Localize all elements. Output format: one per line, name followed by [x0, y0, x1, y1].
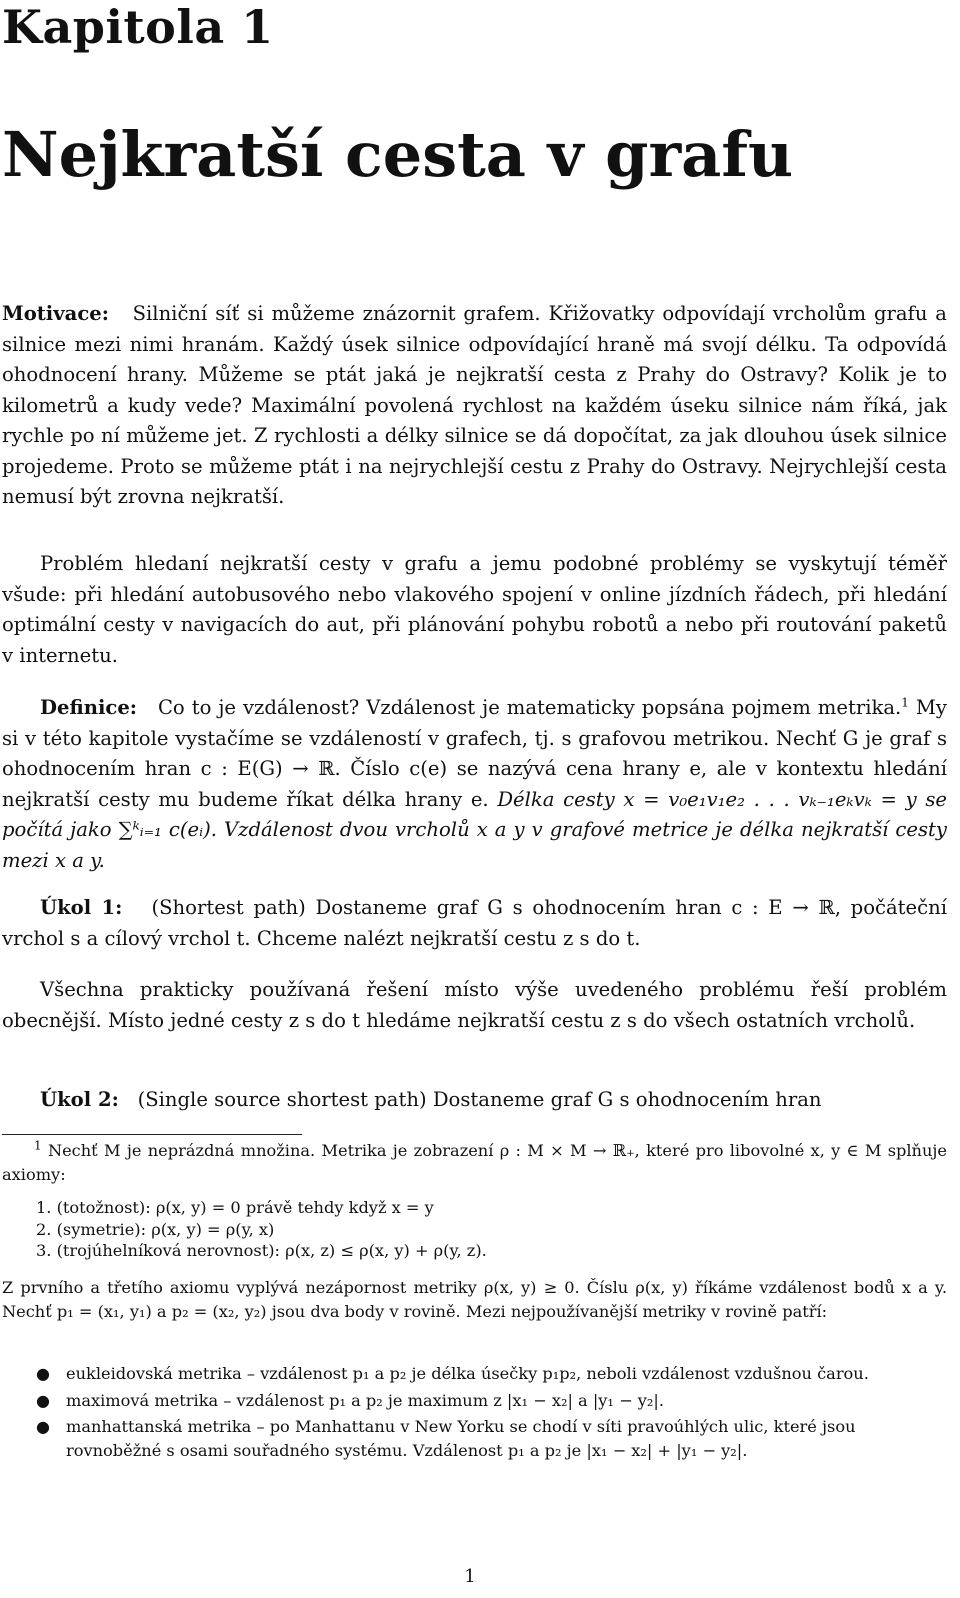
motivation-label: Motivace:: [2, 302, 109, 325]
footnote-ref: 1: [901, 695, 909, 710]
metric-item: [36, 1415, 946, 1462]
metric-text: maximová metrika – vzdálenost p₁ a p₂ je maximum z |x₁ − x₂| a |y₁ − y₂|.: [66, 1390, 665, 1410]
axiom-list: [36, 1197, 936, 1262]
axiom-item: 2. (symetrie): ρ(x, y) = ρ(y, x): [36, 1219, 275, 1239]
footnote-intro: [2, 1139, 947, 1187]
definition-label: Definice:: [40, 696, 138, 719]
footnote-after: Z prvního a třetího axiomu vyplývá nezápornost metriky ρ(x, y) ≥ 0. Číslu ρ(x, y) říkáme vzdálenost bodů x a y. Nechť p₁ = (x₁, y₁) a p₂ = (x₂, y₂) jsou dva body v rovině. Mezi nejpoužívanější metriky v rovině patří:: [2, 1278, 947, 1321]
task1-text: (Shortest path) Dostaneme graf G s ohodnocením hran c : E → ℝ, počáteční vrchol s a cílový vrchol t. Chceme nalézt nejkratší cestu z s do t.: [2, 896, 947, 950]
motivation-paragraph: [2, 299, 947, 513]
bullet-icon: ●: [36, 1390, 50, 1410]
metric-list: [36, 1362, 946, 1465]
axiom-item: 1. (totožnost): ρ(x, y) = 0 právě tehdy když x = y: [36, 1198, 434, 1217]
footnote-divider: [2, 1134, 302, 1135]
chapter-title: Nejkratší cesta v grafu: [2, 118, 794, 191]
path-length-definition: Délka cesty x = v₀e₁v₁e₂ . . . vₖ₋₁eₖvₖ = y se počítá jako ∑ᵏᵢ₌₁ c(eᵢ).: [2, 787, 947, 841]
metric-item: [36, 1389, 946, 1413]
problem-paragraph: Problém hledaní nejkratší cesty v grafu a jemu podobné problémy se vyskytují téměř všude: při hledání autobusového nebo vlakového spojení v online jízdních řádech, při hledání optimální cesty v navigacích do aut, při plánování pohybu robotů a nebo při routování paketů v internetu.: [2, 552, 947, 667]
task2-label: Úkol 2:: [40, 1088, 119, 1111]
definition-part2: My si v této kapitole vystačíme se vzdáleností v grafech, tj. s grafovou metrikou. Nechť G je graf s ohodnocením hran c : E(G) → ℝ. Číslo c(e) se nazývá cena hrany e, ale v kontextu hledání nejkratší cesty mu budeme říkat délka hrany e.: [2, 696, 947, 811]
bullet-icon: ●: [36, 1364, 50, 1383]
task2-text: (Single source shortest path) Dostaneme graf G s ohodnocením hran: [137, 1088, 822, 1111]
metric-text: manhattanská metrika – po Manhattanu v New Yorku se chodí v síti pravoúhlých ulic, které jsou rovnoběžné s osami souřadného systému. Vzdálenost p₁ a p₂ je |x₁ − x₂| + |y₁ − y₂|.: [66, 1417, 856, 1460]
bullet-icon: ●: [36, 1417, 50, 1436]
task1-label: Úkol 1:: [40, 896, 123, 919]
metric-item: [36, 1362, 946, 1386]
footnote-intro-text: Nechť M je neprázdná množina. Metrika je zobrazení ρ : M × M → ℝ₊, které pro libovolné x, y ∈ M splňuje axiomy:: [2, 1141, 947, 1184]
chapter-label: Kapitola 1: [2, 0, 274, 54]
distance-definition: Vzdálenost dvou vrcholů x a y v grafové metrice je délka nejkratší cesty mezi x a y.: [2, 818, 947, 872]
motivation-text: Silniční síť si můžeme znázornit grafem. Křižovatky odpovídají vrcholům grafu a silnice mezi nimi hranám. Každý úsek silnice odpovídající hraně má svojí délku. Ta odpovídá ohodnocení hrany. Můžeme se ptát jaká je nejkratší cesta z Prahy do Ostravy? Kolik je to kilometrů a kudy vede? Maximální povolená rychlost na každém úseku silnice nám říká, jak rychle po ní můžeme jet. Z rychlosti a délky silnice se dá dopočítat, za jak dlouhou úsek silnice projedeme. Proto se můžeme ptát i na nejrychlejší cestu z Prahy do Ostravy. Nejrychlejší cesta nemusí být zrovna nejkratší.: [2, 302, 947, 508]
task1-paragraph: [2, 893, 947, 954]
definition-paragraph: [2, 693, 947, 876]
general-paragraph: Všechna prakticky používaná řešení místo výše uvedeného problému řeší problém obecnější. Místo jedné cesty z s do t hledáme nejkratší cestu z s do všech ostatních vrcholů.: [2, 978, 947, 1032]
page-number: 1: [464, 1566, 476, 1587]
footnote-mark: 1: [34, 1138, 42, 1153]
definition-part1: Co to je vzdálenost? Vzdálenost je matematicky popsána pojmem metrika.: [157, 696, 902, 719]
task2-paragraph: [2, 1085, 947, 1116]
metric-text: eukleidovská metrika – vzdálenost p₁ a p₂ je délka úsečky p₁p₂, neboli vzdálenost vzdušnou čarou.: [66, 1364, 869, 1383]
axiom-item: 3. (trojúhelníková nerovnost): ρ(x, z) ≤ ρ(x, y) + ρ(y, z).: [36, 1241, 487, 1260]
